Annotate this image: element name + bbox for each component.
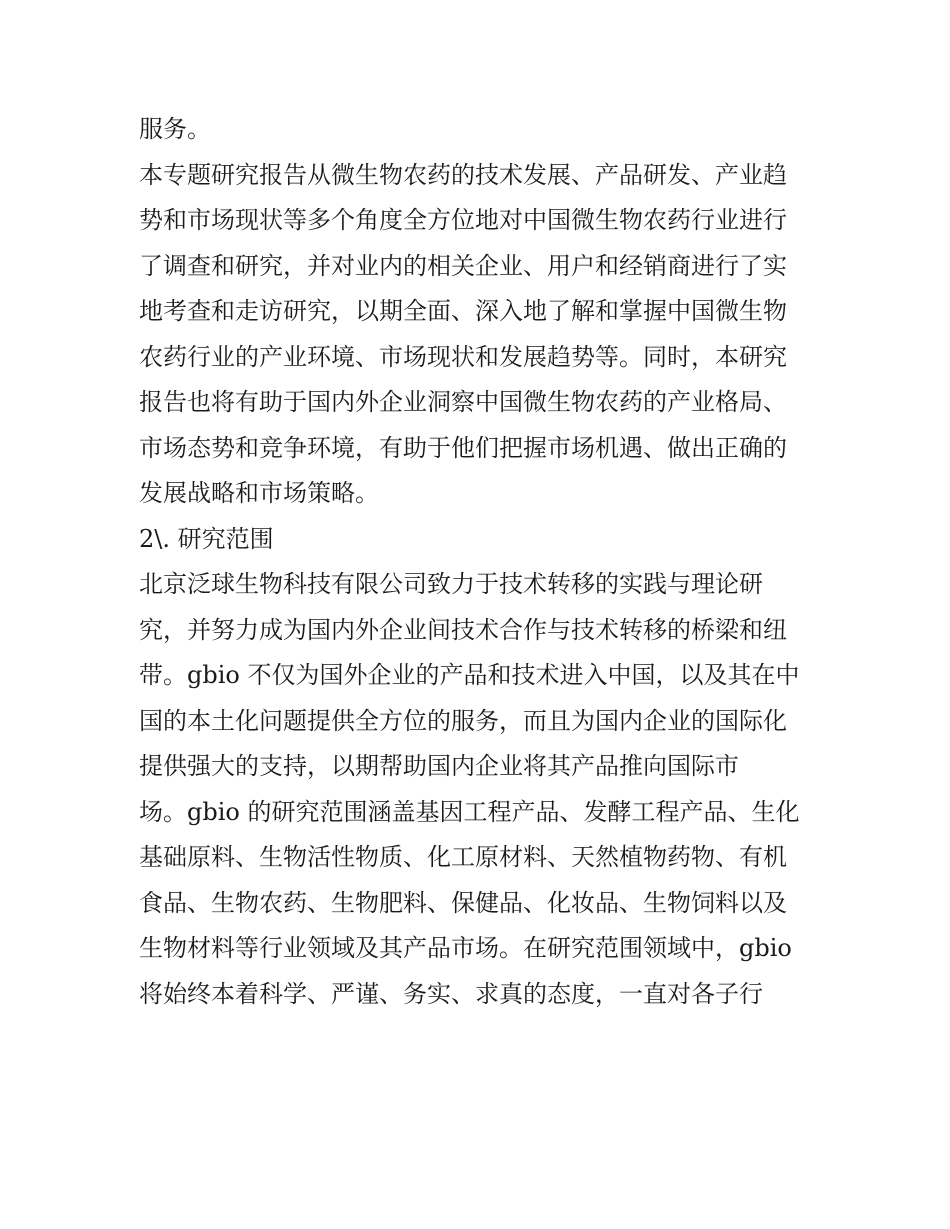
text-line: 市场态势和竞争环境，有助于他们把握市场机遇、做出正确的 (139, 433, 787, 462)
text-line: 服务。 (139, 115, 211, 143)
text-line: 地考查和走访研究，以期全面、深入地了解和掌握中国微生物 (139, 297, 787, 325)
text-line: 带。gbio 不仅为国外企业的产品和技术进入中国，以及其在中 (139, 661, 800, 689)
text-line: 提供强大的支持，以期帮助国内企业将其产品推向国际市 (139, 752, 739, 780)
section-heading: 2\. 研究范围 (139, 524, 274, 553)
text-line: 究，并努力成为国内外企业间技术合作与技术转移的桥梁和纽 (139, 615, 787, 644)
text-line: 将始终本着科学、严谨、务实、求真的态度，一直对各子行 (139, 979, 763, 1008)
document-body (139, 107, 814, 1017)
text-line: 农药行业的产业环境、市场现状和发展趋势等。同时，本研究 (139, 342, 787, 371)
text-line: 生物材料等行业领域及其产品市场。在研究范围领域中，gbio (139, 934, 792, 962)
text-line: 食品、生物农药、生物肥料、保健品、化妆品、生物饲料以及 (139, 888, 787, 917)
text-line: 北京泛球生物科技有限公司致力于技术转移的实践与理论研 (139, 570, 763, 598)
text-line: 势和市场现状等多个角度全方位地对中国微生物农药行业进行 (139, 206, 787, 234)
text-line: 发展战略和市场策略。 (139, 479, 379, 507)
text-line: 场。gbio 的研究范围涵盖基因工程产品、发酵工程产品、生化 (139, 797, 800, 826)
text-line: 本专题研究报告从微生物农药的技术发展、产品研发、产业趋 (139, 160, 787, 189)
text-line: 基础原料、生物活性物质、化工原材料、天然植物药物、有机 (139, 843, 787, 871)
text-line: 了调查和研究，并对业内的相关企业、用户和经销商进行了实 (139, 251, 787, 280)
text-line: 国的本土化问题提供全方位的服务，而且为国内企业的国际化 (139, 706, 787, 735)
text-line: 报告也将有助于国内外企业洞察中国微生物农药的产业格局、 (139, 388, 787, 416)
